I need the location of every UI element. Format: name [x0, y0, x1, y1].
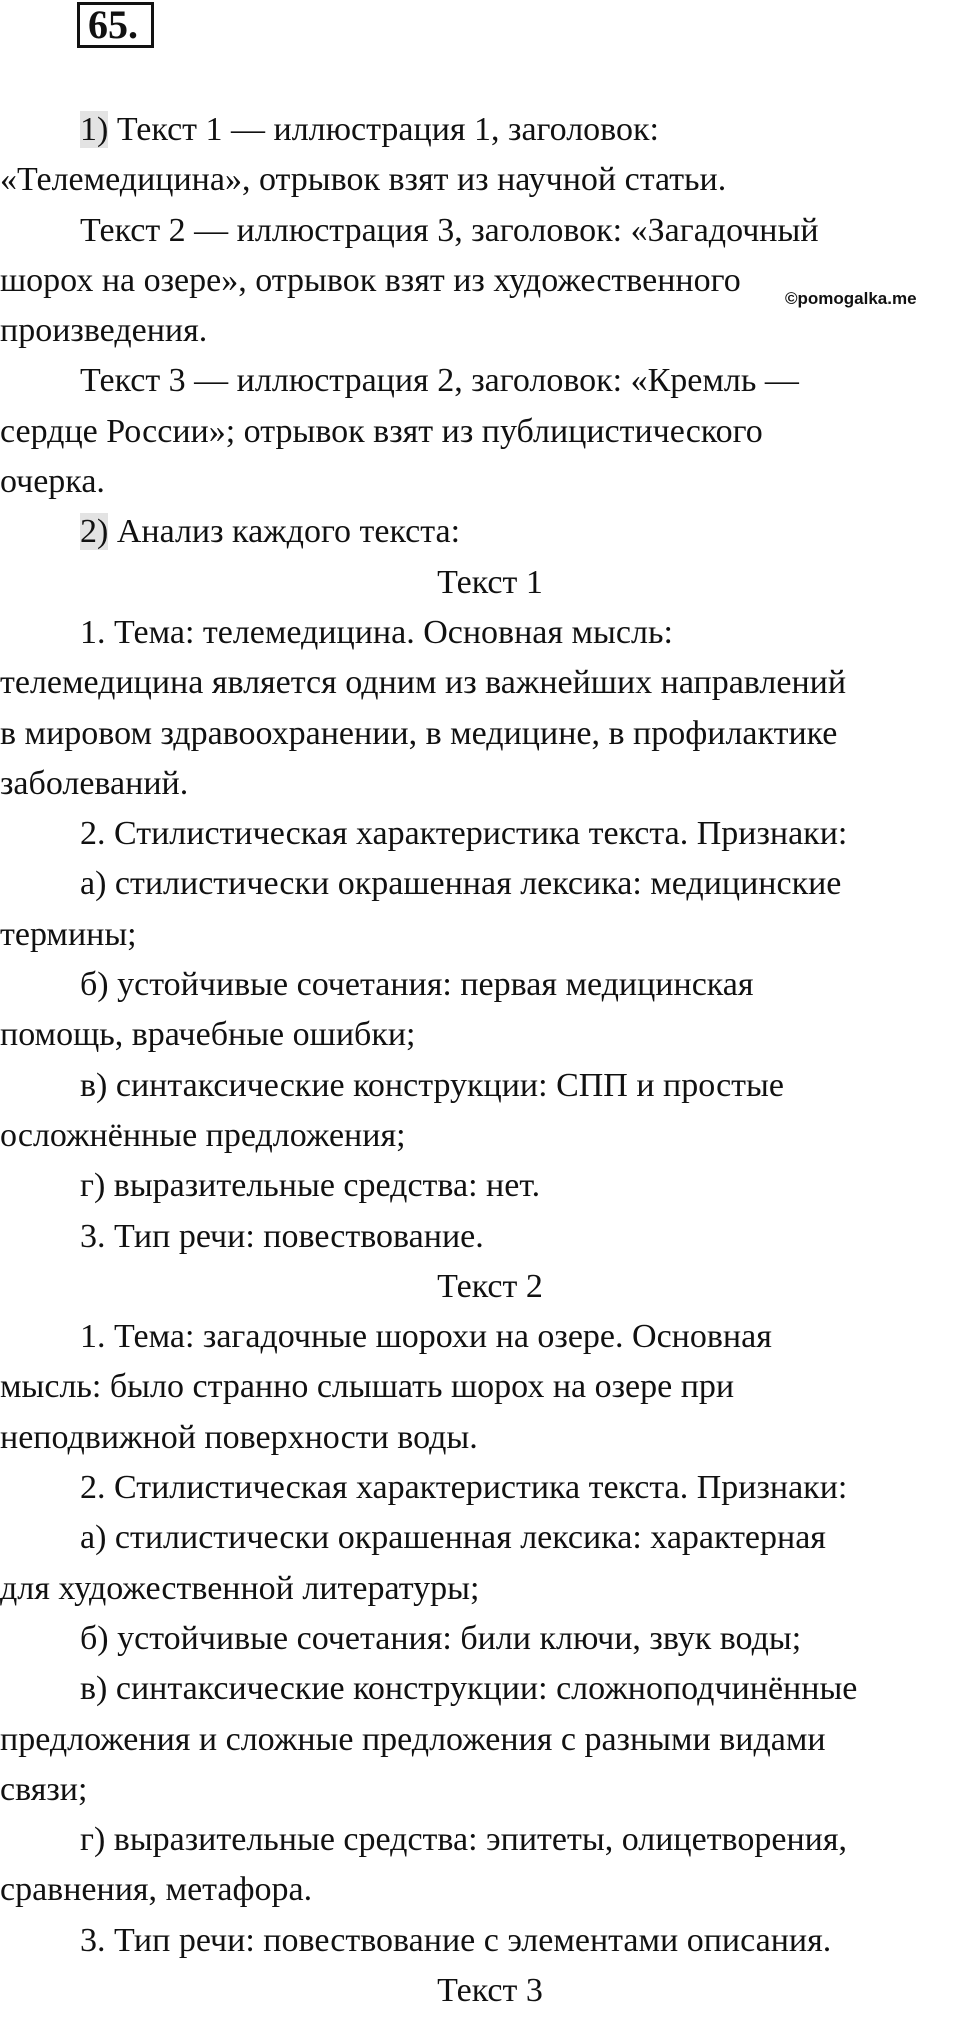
text2-line: неподвижной поверхности воды.	[0, 1418, 478, 1456]
text2-line: б) устойчивые сочетания: били ключи, звук воды;	[80, 1619, 802, 1657]
text1-line: осложнённые предложения;	[0, 1116, 406, 1154]
text2-line: 1. Тема: загадочные шорохи на озере. Основная	[80, 1318, 772, 1356]
text1-line: телемедицина является одним из важнейших направлений	[0, 664, 847, 702]
part1-intro-line	[0, 105, 960, 155]
text1-line: б) устойчивые сочетания: первая медицинская	[80, 966, 754, 1004]
text3-heading: Текст 3	[437, 1971, 543, 2009]
text2-line: а) стилистически окрашенная лексика: характерная	[80, 1519, 826, 1557]
part1-text3-line1: Текст 3 — иллюстрация 2, заголовок: «Кремль —	[80, 362, 799, 400]
text1-line: помощь, врачебные ошибки;	[0, 1016, 416, 1054]
text2-line: сравнения, метафора.	[0, 1871, 313, 1909]
part1-text1-line1: Текст 1 — иллюстрация 1, заголовок:	[108, 111, 659, 148]
task-number: 65.	[77, 2, 154, 48]
text1-line: г) выразительные средства: нет.	[80, 1167, 541, 1205]
text1-heading: Текст 1	[437, 563, 543, 601]
part1-text1-line2: «Телемедицина», отрывок взят из научной статьи.	[0, 161, 727, 199]
text1-line: в мировом здравоохранении, в медицине, в профилактике	[0, 714, 838, 752]
part1-text3-line2: сердце России»; отрывок взят из публицистического	[0, 412, 763, 450]
part1-text3-line3: очерка.	[0, 463, 105, 501]
part2-intro-line	[0, 507, 960, 557]
part2-label: 2)	[80, 513, 109, 551]
text1-line: 3. Тип речи: повествование.	[80, 1217, 484, 1255]
text2-line: 3. Тип речи: повествование с элементами описания.	[80, 1921, 832, 1959]
part1-text2-line2: шорох на озере», отрывок взят из художественного	[0, 261, 741, 299]
text2-line: связи;	[0, 1770, 88, 1808]
text1-line: 1. Тема: телемедицина. Основная мысль:	[80, 613, 673, 651]
watermark: ©pomogalka.me	[785, 289, 917, 308]
answer-body	[0, 105, 960, 2016]
part1-text2-line1: Текст 2 — иллюстрация 3, заголовок: «Загадочный	[80, 211, 819, 249]
part1-label: 1)	[80, 111, 109, 148]
text2-line: предложения и сложные предложения с разными видами	[0, 1720, 826, 1758]
part1-text2-line3: произведения.	[0, 312, 208, 350]
text2-line: мысль: было странно слышать шорох на озере при	[0, 1368, 735, 1406]
text1-line: 2. Стилистическая характеристика текста. Признаки:	[80, 815, 848, 853]
text1-line: в) синтаксические конструкции: СПП и простые	[80, 1066, 784, 1104]
part2-intro: Анализ каждого текста:	[108, 513, 461, 551]
text2-line: в) синтаксические конструкции: сложноподчинённые	[80, 1670, 858, 1708]
text1-line: термины;	[0, 915, 137, 953]
text2-line: для художественной литературы;	[0, 1569, 480, 1607]
text2-line: 2. Стилистическая характеристика текста. Признаки:	[80, 1469, 848, 1507]
text1-line: а) стилистически окрашенная лексика: медицинские	[80, 865, 842, 903]
text2-line: г) выразительные средства: эпитеты, олицетворения,	[80, 1821, 847, 1859]
text2-heading: Текст 2	[437, 1267, 543, 1305]
text1-line: заболеваний.	[0, 764, 189, 802]
